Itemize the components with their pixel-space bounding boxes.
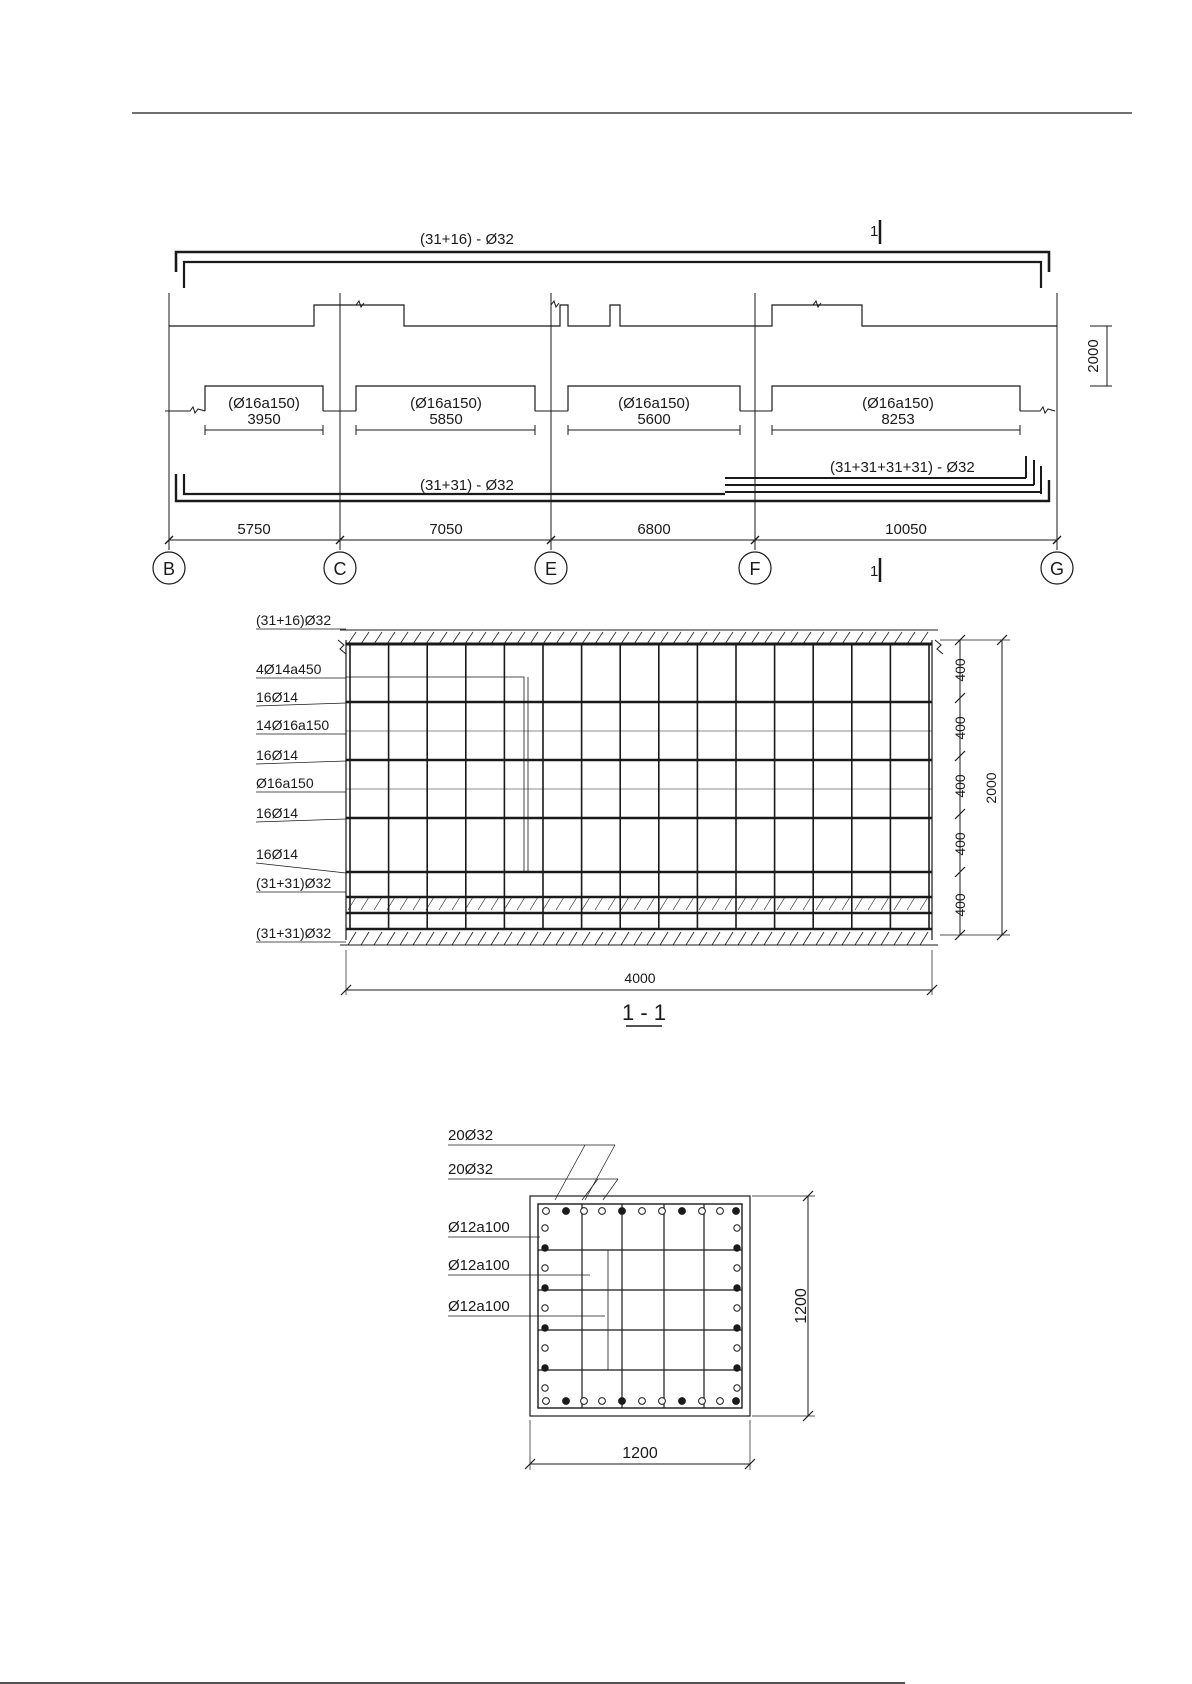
column-outline	[530, 1196, 750, 1416]
section-label: (31+31)Ø32	[256, 925, 332, 941]
section-label: 4Ø14a450	[256, 661, 322, 677]
column-label: 20Ø32	[448, 1161, 494, 1178]
svg-text:C: C	[333, 559, 347, 579]
opening-length: 8253	[881, 411, 915, 428]
svg-text:400: 400	[952, 774, 968, 798]
top-rebar-line	[176, 252, 1049, 288]
svg-text:400: 400	[952, 893, 968, 917]
top-hatch	[348, 632, 928, 644]
section-label: (31+31)Ø32	[256, 875, 332, 891]
span-dim-text: 5750	[237, 521, 271, 538]
section-1-1	[256, 612, 1010, 1026]
span-dimensions	[165, 521, 1061, 544]
opening-length: 5850	[429, 411, 463, 428]
section-label: 14Ø16a150	[256, 717, 330, 733]
axis-bubble-e	[535, 552, 567, 584]
opening-2	[356, 386, 535, 435]
svg-text:400: 400	[952, 658, 968, 682]
opening-spec: (Ø16a150)	[410, 395, 482, 412]
span-dim-text: 10050	[885, 521, 927, 538]
opening-4	[772, 386, 1020, 435]
column-section	[448, 1127, 815, 1470]
section-height-dim: 2000	[983, 772, 999, 804]
svg-text:G: G	[1049, 559, 1065, 579]
axis-bubbles	[153, 552, 1073, 584]
wall-outline	[169, 305, 1057, 326]
column-label: 20Ø32	[448, 1127, 494, 1144]
column-label: Ø12a100	[448, 1298, 510, 1315]
width-dimension	[341, 950, 937, 995]
svg-text:B: B	[162, 559, 176, 579]
column-width-dimension	[525, 1420, 755, 1470]
svg-text:F: F	[749, 559, 761, 579]
section-label: 16Ø14	[256, 747, 299, 763]
axis-lines	[169, 293, 1057, 550]
column-label: Ø12a100	[448, 1257, 510, 1274]
axis-bubble-c	[324, 552, 356, 584]
column-ties	[538, 1204, 742, 1408]
column-width-dim: 1200	[622, 1445, 658, 1462]
axis-bubble-f	[739, 552, 771, 584]
opening-length: 5600	[637, 411, 671, 428]
column-height-dimension	[752, 1191, 815, 1421]
section-label: 16Ø14	[256, 846, 299, 862]
height-dim-text: 2000	[1085, 339, 1102, 373]
extra-bar-label: (31+31+31+31) - Ø32	[830, 459, 975, 476]
section-label: 16Ø14	[256, 805, 299, 821]
height-dimension	[1085, 326, 1112, 386]
column-label: Ø12a100	[448, 1219, 510, 1236]
opening-spec: (Ø16a150)	[618, 395, 690, 412]
section-label: Ø16a150	[256, 775, 314, 791]
bottom-bar-label: (31+31) - Ø32	[420, 477, 514, 494]
wall-elevation	[153, 220, 1112, 584]
section-mark-top: 1	[870, 223, 879, 240]
top-bar-label: (31+16) - Ø32	[420, 231, 514, 248]
svg-text:400: 400	[952, 832, 968, 856]
axis-bubble-g	[1041, 552, 1073, 584]
opening-3	[568, 386, 740, 435]
span-dim-text: 7050	[429, 521, 463, 538]
opening-1	[205, 386, 323, 435]
axis-bubble-b	[153, 552, 185, 584]
span-dim-text: 6800	[637, 521, 671, 538]
column-bars	[542, 1208, 740, 1405]
column-height-dim: 1200	[793, 1288, 810, 1324]
svg-text:400: 400	[952, 716, 968, 740]
section-label: (31+16)Ø32	[256, 612, 332, 628]
section-labels	[256, 612, 346, 942]
opening-spec: (Ø16a150)	[228, 395, 300, 412]
vertical-stirrups	[350, 644, 929, 929]
section-width-dim: 4000	[624, 970, 656, 986]
bottom-hatch	[348, 897, 928, 945]
opening-spec: (Ø16a150)	[862, 395, 934, 412]
section-mark-bottom: 1	[870, 563, 879, 580]
section-title: 1 - 1	[621, 1000, 667, 1025]
layer-dimensions	[940, 635, 1010, 940]
opening-length: 3950	[247, 411, 281, 428]
column-labels	[448, 1127, 618, 1316]
svg-text:E: E	[544, 559, 558, 579]
section-label: 16Ø14	[256, 689, 299, 705]
